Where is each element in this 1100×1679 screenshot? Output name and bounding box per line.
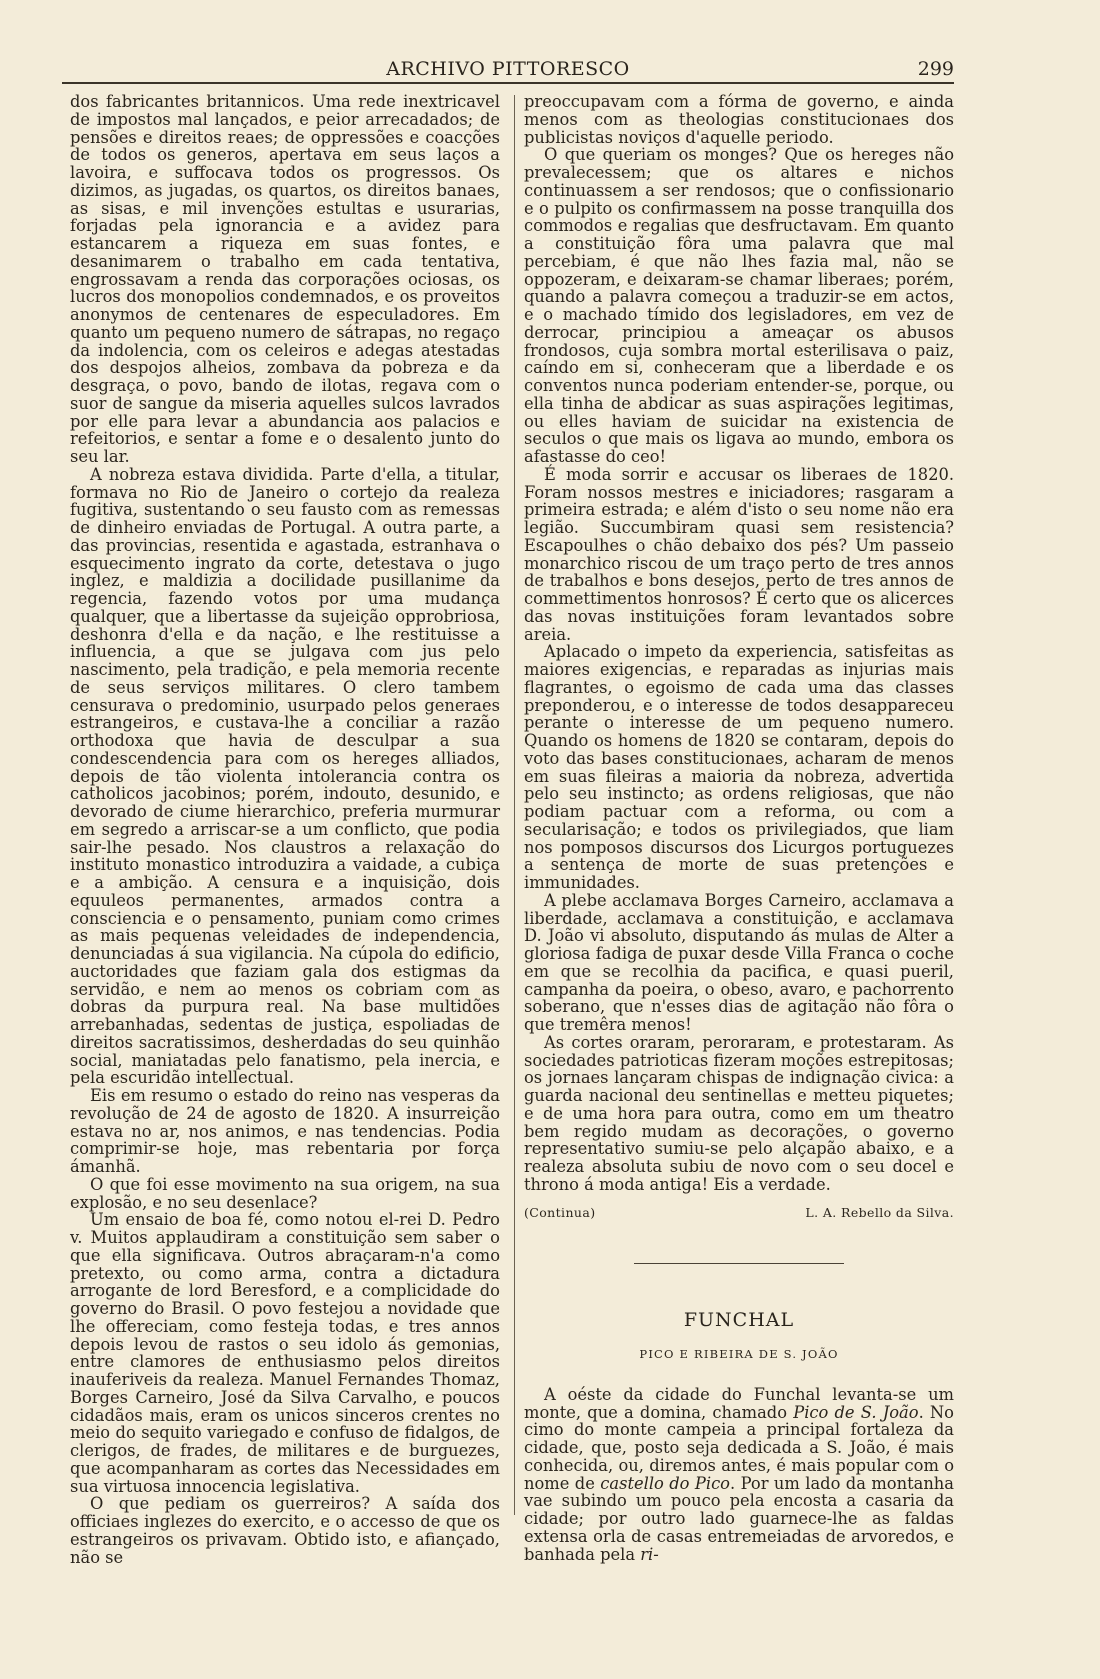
- left-paragraph: Eis em resumo o estado do reino nas vesperas da revolução de 24 de agosto de 1820. A insurreição estava no ar, nos animos, e nas tendencias. Podia comprimir-se hoje, mas rebentaria por força ámanhã.: [70, 1086, 500, 1176]
- section-title: FUNCHAL: [683, 1309, 795, 1332]
- place-name: Pico de S. João: [793, 1402, 919, 1422]
- right-paragraph: As cortes oraram, peroraram, e protestaram. As sociedades patrioticas fizeram moções estrepitosas; os jornaes lançaram chispas de indignação civica: a guarda nacional deu sentinellas e metteu piquetes; e de uma hora para outra, como em um theatro bem regido mudam as decorações, o governo representativo sumiu-se pelo alçapão abaixo, e a realeza absoluta subiu de novo com o seu docel e throno á moda antiga! Eis a verdade.: [524, 1032, 954, 1194]
- right-paragraph: O que queriam os monges? Que os hereges não prevalecessem; que os altares e nichos continuassem a ser rendosos; que o confissionario e o pulpito os confirmassem na posse tranquilla dos commodos e regalias que desfructavam. Em quanto a constituição fôra uma palavra que mal percebiam, é que não lhes fazia mal, não se oppozeram, e deixaram-se chamar liberaes; porém, quando a palavra começou a traduzir-se em actos, e o machado tímido dos legisladores, em vez de derrocar, principiou a ameaçar os abusos frondosos, cuja sombra mortal esterilisava o paiz, caíndo em si, conheceram que a liberdade e os conventos nunca poderiam entender-se, porque, ou ella tinha de abdicar as suas aspirações legitimas, ou elles haviam de suicidar na existencia de seculos o que mais os ligava ao mundo, embora os afastasse do ceo!: [524, 145, 954, 466]
- left-paragraph: Um ensaio de boa fé, como notou el-rei D. Pedro v. Muitos applaudiram a constituição sem saber o que ella significava. Outros abraçaram-n'a como pretexto, ou como arma, contra a dictadura arrogante de lord Beresford, e a complicidade do governo do Brasil. O povo festejou a novidade que lhe offereciam, como festeja todas, e tres annos depois levou de rastos o seu idolo ás gemonias, entre clamores de enthusiasmo pelos direitos inauferiveis da realeza. Manuel Fernandes Thomaz, Borges Carneiro, José da Silva Carvalho, e poucos cidadãos mais, eram os unicos sinceros crentes no meio do sequito variegado e confuso de fidalgos, de clerigos, de frades, de militares e de burguezes, que acompanharam as cortes das Necessidades em sua virtuosa innocencia legislativa.: [70, 1210, 500, 1496]
- right-paragraph: A plebe acclamava Borges Carneiro, acclamava a liberdade, acclamava a constituição, e acclamava D. João vi absoluto, disputando ás mulas de Alter a gloriosa fadiga de puxar desde Villa Franca o coche em que se recolhia da pacifica, e quasi pueril, campanha da poeira, o obeso, avaro, e pachorrento soberano, que n'esses dias de agitação não fôra o que tremêra menos!: [524, 890, 954, 1034]
- left-paragraph: A nobreza estava dividida. Parte d'ella, a titular, formava no Rio de Janeiro o cortejo da realeza fugitiva, sustentando o seu fausto com as remessas de dinheiro enviadas de Portugal. A outra parte, a das provincias, resentida e agastada, estranhava o esquecimento ingrato da corte, detestava o jugo inglez, e maldizia a docilidade pusillanime da regencia, fazendo votos por uma mudança qualquer, que a libertasse da sujeição opprobriosa, deshonra d'ella e da nação, e lhe restituisse a influencia, a que se julgava com jus pelo nascimento, pela tradição, e pela memoria recente de seus serviços militares. O clero tambem censurava o predominio, usurpado pelos generaes estrangeiros, e custava-lhe a conciliar a razão orthodoxa que havia de desculpar a sua condescendencia para com os hereges alliados, depois de tão violenta intolerancia contra os catholicos jacobinos; porém, indouto, desunido, e devorado de ciume hierarchico, preferia murmurar em segredo a arriscar-se a um conflicto, que podia sair-lhe pesado. Nos claustros a relaxação do instituto monastico introduzira a vaidade, a cubiça e a ambição. A censura e a inquisição, dois equuleos permanentes, armados contra a consciencia e o pensamento, puniam como crimes as mais pequenas veleidades de independencia, denunciadas á sua vigilancia. Na cúpola do edificio, auctoridades que faziam gala dos estigmas da servidão, e nem ao menos os cobriam com as dobras da purpura real. Na base multidões arrebanhadas, sedentas de justiça, espoliadas de direitos sacratissimos, desherdadas do seu quinhão social, maniatadas pelo fanatismo, pela inercia, e pela escuridão intellectual.: [70, 464, 500, 1088]
- section-separator: [634, 1263, 844, 1264]
- left-paragraph: O que pediam os guerreiros? A saída dos officiaes inglezes do exercito, e o accesso de que os estrangeiros os privavam. Obtido isto, e afiançado, não se: [70, 1494, 500, 1567]
- hyphenated-word: ri-: [640, 1544, 659, 1564]
- continua-note: (Continua): [524, 1204, 596, 1220]
- funchal-text: A oéste da cidade do Funchal levanta-se um monte, que a domina, chamado: [524, 1384, 954, 1422]
- right-paragraph: Aplacado o impeto da experiencia, satisfeitas as maiores exigencias, e reparadas as injurias mais flagrantes, o egoismo de cada uma das classes preponderou, e o interesse de todos desappareceu perante o interesse de um pequeno numero. Quando os homens de 1820 se contaram, depois do voto das bases constitucionaes, acharam de menos em suas fileiras a maioria da nobreza, advertida pelo seu instincto; as ordens religiosas, que não podiam pactuar com a reforma, ou com a secularisação; e todos os privilegiados, que liam nos pomposos discursos dos Licurgos portuguezes a sentença de morte de suas pretenções e immunidades.: [524, 642, 954, 892]
- journal-title: ARCHIVO PITTORESCO: [386, 58, 630, 80]
- page-number: 299: [917, 58, 954, 80]
- column-divider: [514, 95, 515, 1515]
- right-paragraph: preoccupavam com a fórma de governo, e ainda menos com as theologias constitucionaes dos publicistas noviços d'aquelle periodo.: [524, 92, 954, 147]
- left-column: [70, 93, 500, 1566]
- funchal-text: . Por um lado da montanha vae subindo um pouco pela encosta a casaria da cidade; por outro lado guarnece-lhe as faldas extensa orla de casas entremeiadas de arvoredos, e banhada pela: [524, 1473, 955, 1564]
- funchal-paragraph: [524, 1386, 954, 1564]
- section-subtitle: PICO E RIBEIRA DE S. JOÃO: [639, 1347, 839, 1361]
- page-header: [62, 56, 954, 84]
- place-name: castello do Pico: [600, 1473, 730, 1493]
- funchal-text: . No cimo do monte campeia a principal fortaleza da cidade, que, posto seja dedicada a S. João, é mais conhecida, ou, diremos antes, é mais popular com o nome de: [524, 1402, 954, 1493]
- right-paragraph: É moda sorrir e accusar os liberaes de 1820. Foram nossos mestres e iniciadores; rasgaram a primeira estrada; e além d'isto o seu nome não era legião. Succumbiram quasi sem resistencia? Escapoulhes o chão debaixo dos pés? Um passeio monarchico riscou de um traço perto de tres annos de trabalhos e bons desejos, perto de tres annos de commettimentos honrosos? É certo que os alicerces das novas instituições foram levantados sobre areia.: [524, 464, 954, 644]
- left-paragraph: O que foi esse movimento na sua origem, na sua explosão, e no seu desenlace?: [70, 1174, 500, 1212]
- right-column: [524, 93, 954, 1563]
- article-signature: [524, 1204, 954, 1222]
- author-signature: L. A. Rebello da Silva.: [805, 1204, 954, 1220]
- left-paragraph: dos fabricantes britannicos. Uma rede inextricavel de impostos mal lançados, e peior arrecadados; de pensões e direitos reaes; de oppressões e coacções de todos os generos, apertava em seus laços a lavoira, e suffocava todos os progressos. Os dizimos, as jugadas, os quartos, os direitos banaes, as sisas, e mil invenções estultas e usurarias, forjadas pela ignorancia e a avidez para estancarem a riqueza em suas fontes, e desanimarem o trabalho em cada tentativa, engrossavam a renda das corporações ociosas, os lucros dos monopolios condemnados, e os proveitos anonymos de centenares de especuladores. Em quanto um pequeno numero de sátrapas, no regaço da indolencia, com os celeiros e adegas atestadas dos despojos alheios, zombava da pobreza e da desgraça, o povo, bando de ilotas, regava com o suor de sangue da miseria aquelles sulcos lavrados por elle para levar a abundancia aos palacios e refeitorios, e sentar a fome e o desalento junto do seu lar.: [70, 92, 500, 466]
